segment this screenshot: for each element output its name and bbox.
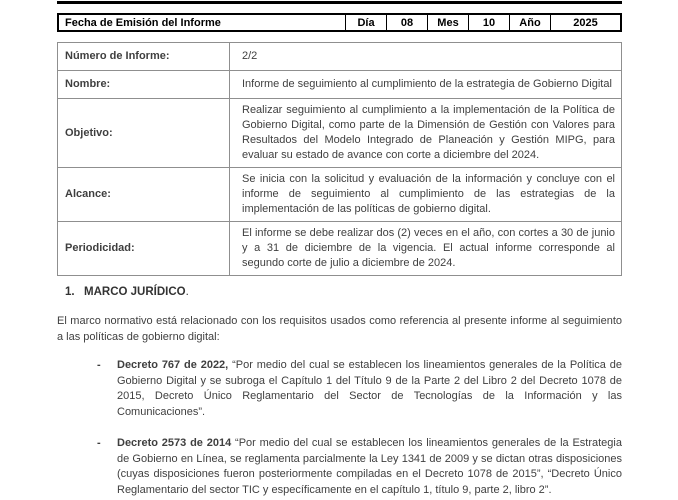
section-period: . xyxy=(185,286,189,298)
report-info-table xyxy=(57,42,622,276)
info-value-objetivo: Realizar seguimiento al cumplimiento a la implementación de la Política de Gobierno Digital, como parte de la Dimensión de Gestión con Valores para Resultados del Modelo Integrado de Planeación y Gestión MIPG, para evaluar su estado de avance con corte a diciembre del 2024. xyxy=(230,99,622,168)
decree-name: Decreto 767 de 2022, xyxy=(117,359,229,371)
table-row xyxy=(58,222,622,276)
bullet-text xyxy=(117,436,622,498)
info-label-alcance: Alcance: xyxy=(58,168,230,222)
emission-day-value: 08 xyxy=(386,15,427,30)
bullet-text xyxy=(117,358,622,420)
emission-month-label: Mes xyxy=(427,15,468,30)
info-value-numero: 2/2 xyxy=(230,43,622,71)
info-value-alcance: Se inicia con la solicitud y evaluación de la información y concluye con el informe de seguimiento al cumplimiento de las estrategias de la implementación de las políticas de gobierno digital. xyxy=(230,168,622,222)
decree-description: “Por medio del cual se establecen los lineamientos generales de la Política de Gobierno Digital y se subroga el Capítulo 1 del Título 9 de la Parte 2 del Libro 2 del Decreto 1078 de 2015, Decreto Único Reglamentario del Sector de Tecnologías de la Información y las Comunicaciones”. xyxy=(117,359,622,418)
info-value-nombre: Informe de seguimiento al cumplimiento de la estrategia de Gobierno Digital xyxy=(230,71,622,99)
bullet-dash: - xyxy=(97,359,101,371)
section-title: MARCO JURÍDICO xyxy=(84,286,186,298)
list-item-decreto-2573 xyxy=(97,436,622,498)
emission-day-label: Día xyxy=(345,15,386,30)
intro-paragraph: El marco normativo está relacionado con los requisitos usados como referencia al presente informe al seguimiento a las políticas de gobierno digital: xyxy=(57,315,622,343)
info-label-numero: Número de Informe: xyxy=(58,43,230,71)
emission-label: Fecha de Emisión del Informe xyxy=(65,16,221,29)
top-divider-rule xyxy=(57,1,622,4)
decree-name: Decreto 2573 de 2014 xyxy=(117,437,232,449)
info-label-nombre: Nombre: xyxy=(58,71,230,99)
table-row xyxy=(58,99,622,168)
table-row xyxy=(58,71,622,99)
section-heading-marco-juridico xyxy=(57,284,622,300)
table-row xyxy=(58,168,622,222)
table-row xyxy=(58,43,622,71)
emission-year-value: 2025 xyxy=(550,15,620,30)
section-number: 1. xyxy=(65,286,75,298)
info-label-objetivo: Objetivo: xyxy=(58,99,230,168)
list-item-decreto-767 xyxy=(97,358,622,420)
decree-description: “Por medio del cual se establecen los lineamientos generales de la Estrategia de Gobierno en Línea, se reglamenta parcialmente la Ley 1341 de 2009 y se dictan otras disposiciones (cuyas disposiciones fueron posteriormente compiladas en el Decreto 1078 de 2015”, “Decreto Único Reglamentario del sector TIC y específicamente en el capítulo 1, título 9, parte 2, libro 2”. xyxy=(117,437,622,496)
emission-date-table xyxy=(57,13,622,32)
emission-month-value: 10 xyxy=(468,15,509,30)
emission-year-label: Año xyxy=(509,15,550,30)
info-label-periodicidad: Periodicidad: xyxy=(58,222,230,276)
info-value-periodicidad: El informe se debe realizar dos (2) veces en el año, con cortes a 30 de junio y a 31 de diciembre de la vigencia. El actual informe corresponde al segundo corte de julio a diciembre de 2024. xyxy=(230,222,622,276)
bullet-dash: - xyxy=(97,437,101,449)
